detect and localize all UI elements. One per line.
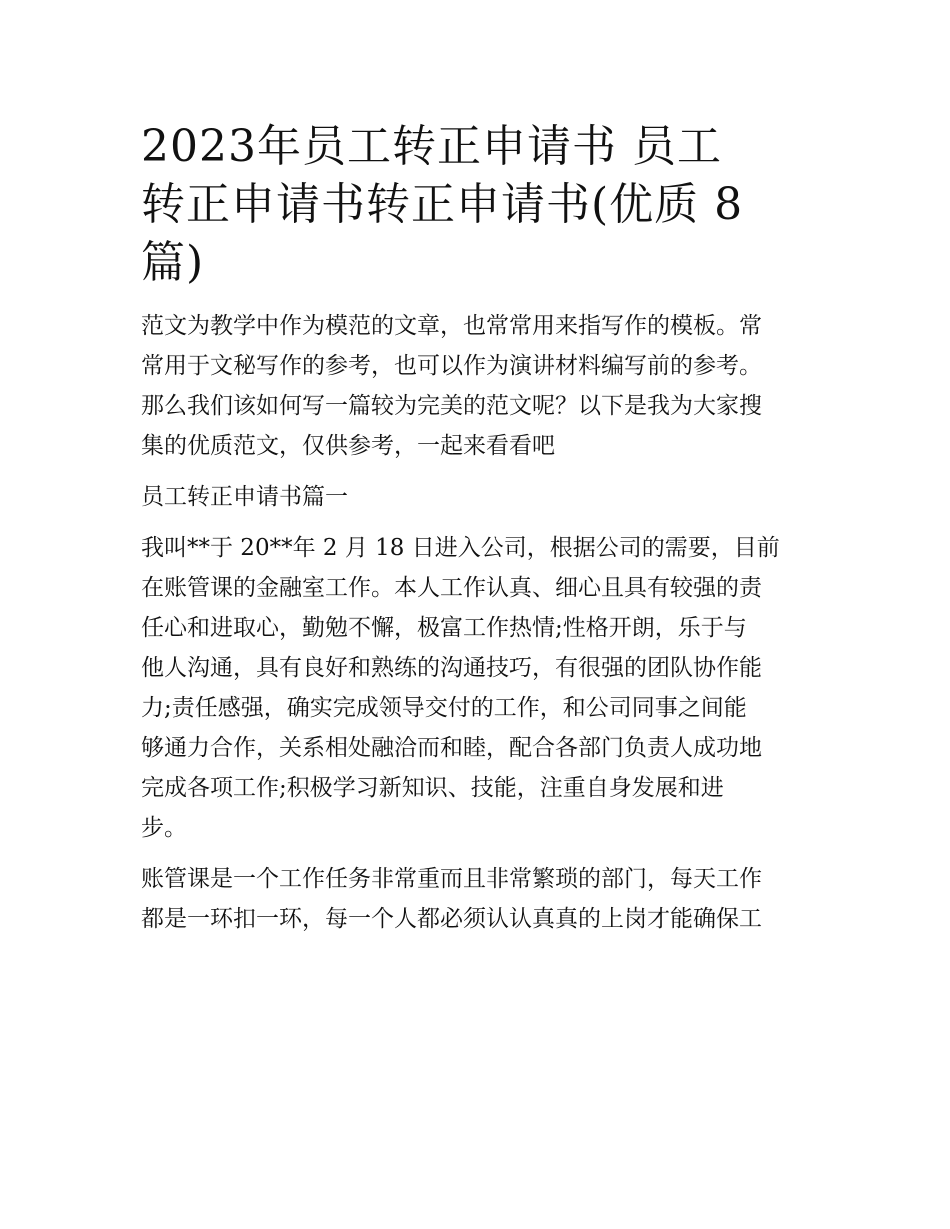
section-heading: [141, 477, 813, 517]
text-line: 员工转正申请书篇一: [141, 484, 348, 510]
text-line: 集的优质范文，仅供参考，一起来看看吧: [141, 433, 555, 459]
text-line: 我叫**于 20**年 2 月 18 日进入公司，根据公司的需要，目前: [141, 535, 780, 561]
document-page: [141, 118, 813, 950]
text-line: 步。: [141, 815, 187, 841]
text-line: 任心和进取心，勤勉不懈，极富工作热情;性格开朗，乐于与: [141, 615, 747, 641]
paragraph-body-2: [141, 859, 813, 939]
paragraph-intro: [141, 306, 813, 466]
document-body: [141, 306, 813, 939]
text-line: 那么我们该如何写一篇较为完美的范文呢？以下是我为大家搜: [141, 393, 762, 419]
text-line: 够通力合作，关系相处融洽而和睦，配合各部门负责人成功地: [141, 735, 762, 761]
text-line: 在账管课的金融室工作。本人工作认真、细心且具有较强的责: [141, 575, 762, 601]
text-line: 范文为教学中作为模范的文章，也常常用来指写作的模板。常: [141, 313, 762, 339]
text-line: 账管课是一个工作任务非常重而且非常繁琐的部门，每天工作: [141, 866, 762, 892]
text-line: 完成各项工作;积极学习新知识、技能，注重自身发展和进: [141, 775, 724, 801]
text-line: 常用于文秘写作的参考，也可以作为演讲材料编写前的参考。: [141, 353, 762, 379]
paragraph-body-1: [141, 528, 813, 848]
text-line: 他人沟通，具有良好和熟练的沟通技巧，有很强的团队协作能: [141, 655, 762, 681]
title-line-3: 篇): [141, 237, 205, 288]
title-line-1: 2023年员工转正申请书 员工: [141, 121, 722, 172]
document-title: [141, 118, 813, 292]
text-line: 力;责任感强，确实完成领导交付的工作，和公司同事之间能: [141, 695, 747, 721]
text-line: 都是一环扣一环，每一个人都必须认认真真的上岗才能确保工: [141, 906, 762, 932]
title-line-2: 转正申请书转正申请书(优质 8: [141, 179, 744, 230]
